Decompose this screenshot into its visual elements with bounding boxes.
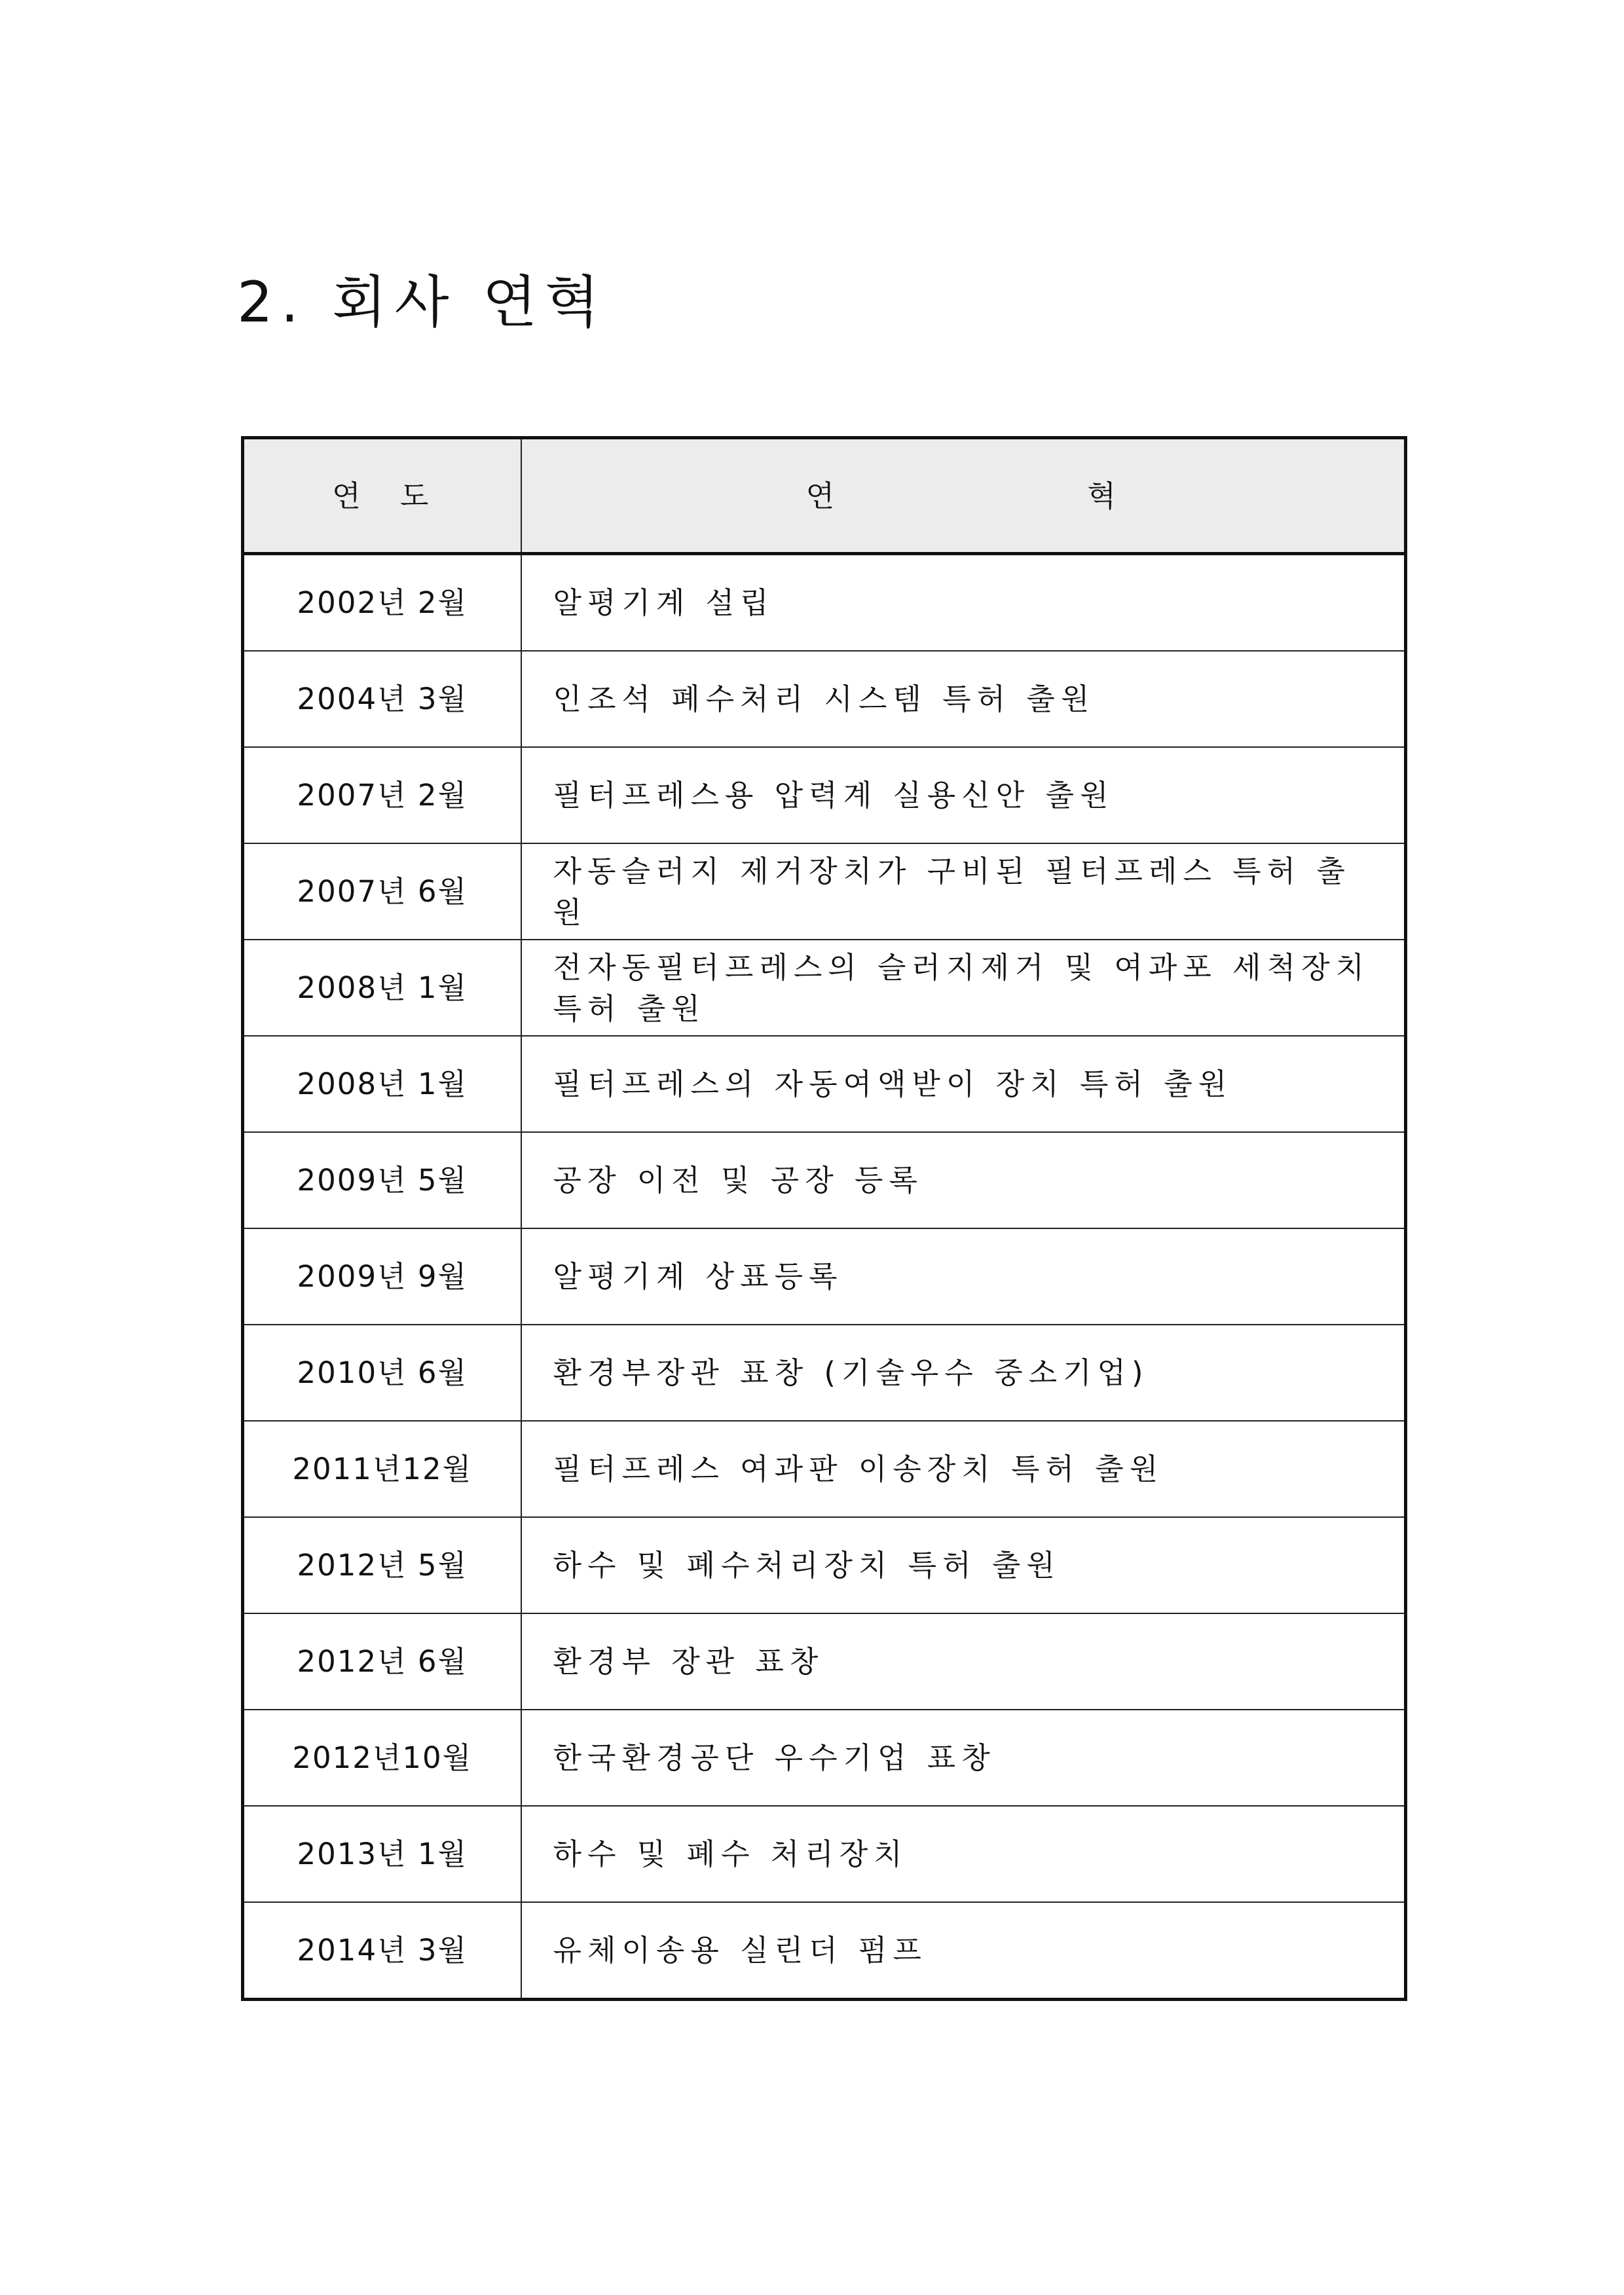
event-cell: 알평기계 설립 [521, 554, 1406, 652]
year-cell: 2007년 2월 [243, 747, 521, 843]
event-cell: 유체이송용 실린더 펌프 [521, 1902, 1406, 2000]
year-cell: 2012년10월 [243, 1710, 521, 1806]
year-cell: 2004년 3월 [243, 651, 521, 747]
year-cell: 2012년 6월 [243, 1613, 521, 1710]
year-cell: 2014년 3월 [243, 1902, 521, 2000]
table-row [243, 1036, 1406, 1132]
table-row [243, 1517, 1406, 1613]
table-row [243, 1710, 1406, 1806]
year-cell: 2008년 1월 [243, 1036, 521, 1132]
table-body [243, 554, 1406, 2000]
event-cell: 필터프레스 여과판 이송장치 특허 출원 [521, 1421, 1406, 1517]
table-row [243, 651, 1406, 747]
event-cell: 하수 및 폐수 처리장치 [521, 1806, 1406, 1902]
year-cell: 2008년 1월 [243, 940, 521, 1036]
header-event: 연 혁 [521, 438, 1406, 554]
company-history-table [241, 436, 1407, 2001]
page-title: 2. 회사 연혁 [237, 270, 608, 335]
event-cell: 자동슬러지 제거장치가 구비된 필터프레스 특허 출원 [521, 843, 1406, 940]
event-cell: 하수 및 폐수처리장치 특허 출원 [521, 1517, 1406, 1613]
event-cell: 인조석 폐수처리 시스템 특허 출원 [521, 651, 1406, 747]
table-row [243, 1325, 1406, 1421]
event-cell: 필터프레스용 압력계 실용신안 출원 [521, 747, 1406, 843]
table-row [243, 1806, 1406, 1902]
event-cell: 한국환경공단 우수기업 표창 [521, 1710, 1406, 1806]
event-cell: 공장 이전 및 공장 등록 [521, 1132, 1406, 1228]
event-cell: 전자동필터프레스의 슬러지제거 및 여과포 세척장치 특허 출원 [521, 940, 1406, 1036]
table-row [243, 1902, 1406, 2000]
year-cell: 2013년 1월 [243, 1806, 521, 1902]
table-row [243, 554, 1406, 652]
event-cell: 환경부장관 표창 (기술우수 중소기업) [521, 1325, 1406, 1421]
year-cell: 2011년12월 [243, 1421, 521, 1517]
table-row [243, 1228, 1406, 1325]
table-row [243, 1132, 1406, 1228]
table-row [243, 843, 1406, 940]
header-row [243, 438, 1406, 554]
table-row [243, 747, 1406, 843]
table-row [243, 1421, 1406, 1517]
year-cell: 2007년 6월 [243, 843, 521, 940]
year-cell: 2009년 9월 [243, 1228, 521, 1325]
table-row [243, 940, 1406, 1036]
year-cell: 2009년 5월 [243, 1132, 521, 1228]
event-cell: 알평기계 상표등록 [521, 1228, 1406, 1325]
year-cell: 2002년 2월 [243, 554, 521, 652]
year-cell: 2012년 5월 [243, 1517, 521, 1613]
header-year: 연 도 [243, 438, 521, 554]
event-cell: 필터프레스의 자동여액받이 장치 특허 출원 [521, 1036, 1406, 1132]
table-row [243, 1613, 1406, 1710]
event-cell: 환경부 장관 표창 [521, 1613, 1406, 1710]
table-header [243, 438, 1406, 554]
year-cell: 2010년 6월 [243, 1325, 521, 1421]
